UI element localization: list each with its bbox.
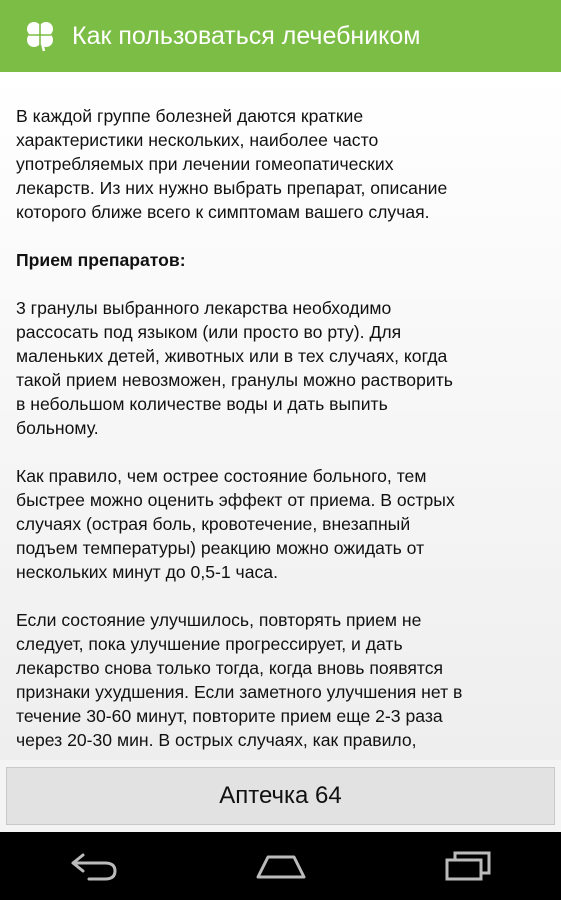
article-content[interactable] (0, 72, 561, 760)
intro-paragraph: В каждой группе болезней даются краткие характеристики нескольких, наиболее часто употребляемых при лечении гомеопатических лекарств. Из них нужно выбрать препарат, описание которого ближе всего к симптомам вашего случая. (16, 106, 448, 222)
section-heading: Прием препаратов: (16, 250, 186, 270)
clover-icon[interactable] (20, 16, 60, 56)
app-title: Как пользоваться лечебником (72, 21, 421, 50)
home-icon[interactable] (236, 836, 326, 896)
back-icon[interactable] (49, 836, 139, 896)
paragraph-effect: Как правило, чем острее состояние больного, тем быстрее можно оценить эффект от приема. В острых случаях (острая боль, кровотечение, внезапный подъем температуры) реакцию можно ожидать от нескольких минут до 0,5-1 часа. (16, 466, 455, 582)
action-bar (0, 0, 561, 72)
paragraph-repeat: Если состояние улучшилось, повторять прием не следует, пока улучшение прогрессирует, и дать лекарство снова только тогда, когда вновь появятся признаки ухудшения. Если заметного улучшения нет в течение 30-60 минут, повторите прием еще 2-3 раза через 20-30 мин. В острых случаях, как правило, (16, 610, 463, 750)
system-nav-bar (0, 832, 561, 900)
first-aid-kit-button[interactable]: Аптечка 64 (6, 767, 555, 825)
paragraph-dosage: 3 гранулы выбранного лекарства необходимо рассосать под языком (или просто во рту). Для маленьких детей, животных или в тех случаях, когда такой прием невозможен, гранулы можно растворить в небольшом количестве воды и дать выпить больному. (16, 298, 453, 438)
recents-icon[interactable] (423, 836, 513, 896)
